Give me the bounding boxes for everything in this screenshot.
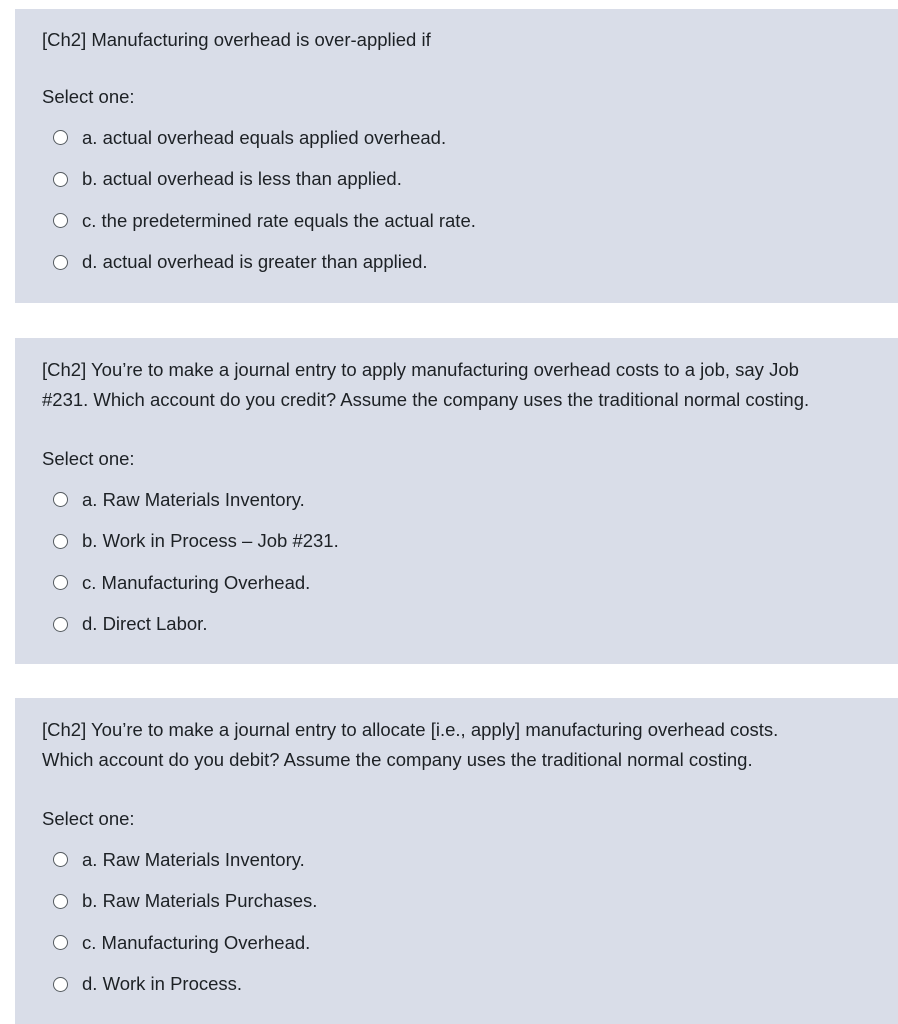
answer-options	[42, 839, 884, 1005]
question-text: [Ch2] Manufacturing overhead is over-applied if	[42, 29, 431, 50]
answer-option-d[interactable]	[42, 964, 884, 1006]
answer-option-label: a. Raw Materials Inventory.	[82, 848, 305, 870]
answer-option-label: c. Manufacturing Overhead.	[82, 571, 311, 593]
question-text	[42, 338, 884, 415]
select-one-prompt: Select one:	[42, 86, 135, 107]
answer-option-a[interactable]	[42, 479, 884, 521]
answer-option-label: b. actual overhead is less than applied.	[82, 168, 402, 190]
answer-option-c[interactable]	[42, 562, 884, 604]
answer-option-b[interactable]	[42, 159, 884, 201]
question-text-line-1: [Ch2] You’re to make a journal entry to allocate [i.e., apply] manufacturing overhead costs.	[42, 719, 779, 740]
answer-option-d[interactable]	[42, 242, 884, 284]
radio-button-icon[interactable]	[53, 213, 68, 228]
radio-button-icon[interactable]	[53, 894, 68, 909]
radio-button-icon[interactable]	[53, 130, 68, 145]
question-card-2	[15, 338, 898, 664]
answer-option-label: b. Raw Materials Purchases.	[82, 890, 318, 912]
answer-options	[42, 117, 884, 283]
question-text-line-1: [Ch2] You’re to make a journal entry to apply manufacturing overhead costs to a job, say Job	[42, 359, 799, 380]
radio-button-icon[interactable]	[53, 534, 68, 549]
answer-option-label: d. actual overhead is greater than applied.	[82, 251, 428, 273]
answer-option-c[interactable]	[42, 200, 884, 242]
question-card-1	[15, 9, 898, 303]
answer-option-label: c. Manufacturing Overhead.	[82, 931, 311, 953]
select-one-prompt: Select one:	[42, 808, 135, 829]
answer-options	[42, 479, 884, 645]
question-text-line-2: Which account do you debit? Assume the company uses the traditional normal costing.	[42, 749, 753, 770]
answer-option-b[interactable]	[42, 521, 884, 563]
question-text-line-2: #231. Which account do you credit? Assume the company uses the traditional normal costing.	[42, 389, 810, 410]
radio-button-icon[interactable]	[53, 172, 68, 187]
answer-option-label: b. Work in Process – Job #231.	[82, 530, 339, 552]
question-text	[42, 698, 884, 775]
answer-option-label: c. the predetermined rate equals the actual rate.	[82, 209, 476, 231]
answer-option-d[interactable]	[42, 604, 884, 646]
answer-option-c[interactable]	[42, 922, 884, 964]
select-one-prompt: Select one:	[42, 448, 135, 469]
answer-option-label: a. actual overhead equals applied overhead.	[82, 126, 447, 148]
answer-option-label: a. Raw Materials Inventory.	[82, 488, 305, 510]
answer-option-a[interactable]	[42, 839, 884, 881]
radio-button-icon[interactable]	[53, 492, 68, 507]
question-card-3	[15, 698, 898, 1024]
radio-button-icon[interactable]	[53, 935, 68, 950]
radio-button-icon[interactable]	[53, 617, 68, 632]
radio-button-icon[interactable]	[53, 852, 68, 867]
answer-option-b[interactable]	[42, 881, 884, 923]
answer-option-label: d. Work in Process.	[82, 973, 243, 995]
radio-button-icon[interactable]	[53, 977, 68, 992]
radio-button-icon[interactable]	[53, 255, 68, 270]
answer-option-a[interactable]	[42, 117, 884, 159]
radio-button-icon[interactable]	[53, 575, 68, 590]
answer-option-label: d. Direct Labor.	[82, 613, 208, 635]
